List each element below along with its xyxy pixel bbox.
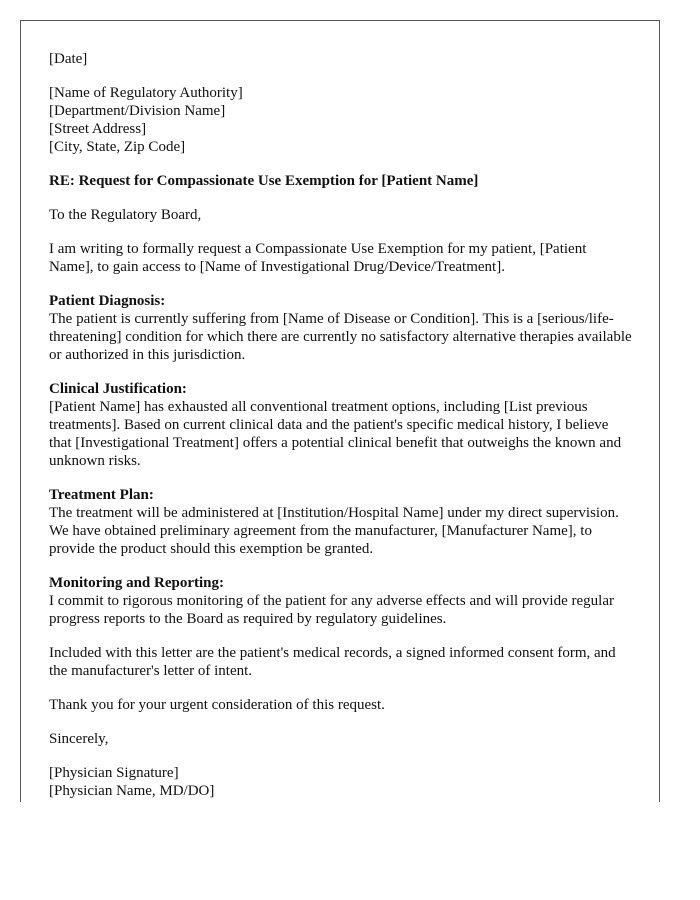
salutation: To the Regulatory Board, <box>49 207 202 223</box>
section-heading: Clinical Justification: <box>49 381 187 397</box>
section-heading: Treatment Plan: <box>49 487 154 503</box>
letter-page <box>20 20 660 802</box>
section-monitoring <box>49 574 633 628</box>
section-body: [Patient Name] has exhausted all conventional treatment options, including [List previous treatments]. Based on current clinical data and the patient's specific medical history, I believe that [Investigational Treatment] offers a potential clinical benefit that outweighs the known and unknown risks. <box>49 399 622 469</box>
enclosures-paragraph: Included with this letter are the patient's medical records, a signed informed consent form, and the manufacturer's letter of intent. <box>49 645 616 679</box>
section-body: I commit to rigorous monitoring of the patient for any adverse effects and will provide regular progress reports to the Board as required by regulatory guidelines. <box>49 593 614 627</box>
authority: [Name of Regulatory Authority] <box>49 85 243 101</box>
section-body: The treatment will be administered at [Institution/Hospital Name] under my direct supervision. We have obtained preliminary agreement from the manufacturer, [Manufacturer Name], to provide the product should this exemption be granted. <box>49 505 619 557</box>
street: [Street Address] <box>49 121 147 137</box>
subject-line: RE: Request for Compassionate Use Exemption for [Patient Name] <box>49 173 479 189</box>
department: [Department/Division Name] <box>49 103 226 119</box>
section-heading: Monitoring and Reporting: <box>49 575 225 591</box>
date: [Date] <box>49 51 88 67</box>
letter-content <box>49 50 633 802</box>
section-body: The patient is currently suffering from [Name of Disease or Condition]. This is a [serious/life-threatening] condition for which there are currently no satisfactory alternative therapies available or authorized in this jurisdiction. <box>49 311 632 363</box>
section-treatment-plan <box>49 486 633 558</box>
city: [City, State, Zip Code] <box>49 139 186 155</box>
thanks-paragraph: Thank you for your urgent consideration of this request. <box>49 697 385 713</box>
section-heading: Patient Diagnosis: <box>49 293 166 309</box>
recipient-address <box>49 84 633 156</box>
intro-paragraph: I am writing to formally request a Compassionate Use Exemption for my patient, [Patient Name], to gain access to [Name of Investigational Drug/Device/Treatment]. <box>49 241 587 275</box>
closing: Sincerely, <box>49 731 109 747</box>
physician-name: [Physician Name, MD/DO] <box>49 783 215 799</box>
signature-block <box>49 764 633 800</box>
section-diagnosis <box>49 292 633 364</box>
section-justification <box>49 380 633 470</box>
physician-signature: [Physician Signature] <box>49 765 179 781</box>
